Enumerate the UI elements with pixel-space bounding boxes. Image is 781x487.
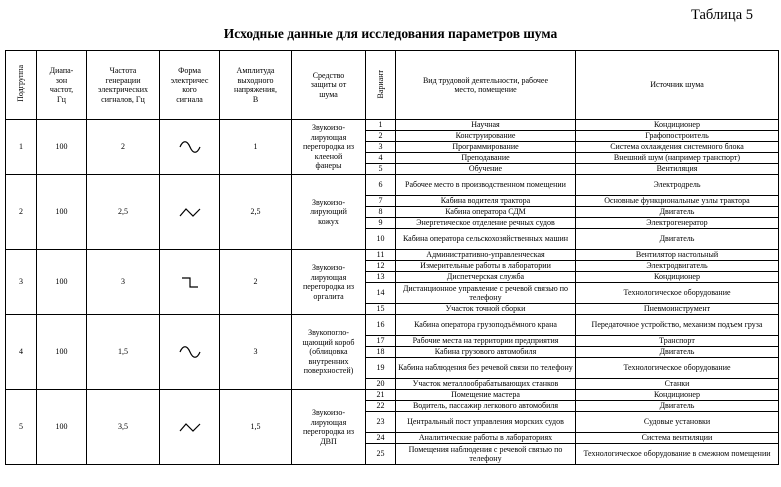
noise-source-cell: Система вентиляции <box>576 433 779 444</box>
subgroup-cell: 5 <box>6 390 37 465</box>
frequency-range-cell: 100 <box>37 175 87 250</box>
noise-source-cell: Электрогенератор <box>576 218 779 229</box>
header-activity: Вид трудовой деятельности, рабочее место, помещение <box>396 51 576 120</box>
variant-cell: 8 <box>366 207 396 218</box>
activity-cell: Программирование <box>396 142 576 153</box>
noise-source-cell: Пневмоинструмент <box>576 304 779 315</box>
activity-cell: Дистанционное управление с речевой связью по телефону <box>396 283 576 304</box>
signal-shape-cell <box>160 315 220 390</box>
protection-cell: Звукоизо- лирующая перегородка из ДВП <box>292 390 366 465</box>
protection-cell: Звукопогло- щающий короб (облицовка внутренних поверхностей) <box>292 315 366 390</box>
table-number-label: Таблица 5 <box>690 7 753 23</box>
header-generation-frequency: Частота генерации электрических сигналов, Гц <box>87 51 160 120</box>
signal-shape-cell <box>160 120 220 175</box>
activity-cell: Рабочее место в производственном помещении <box>396 175 576 196</box>
variant-cell: 20 <box>366 379 396 390</box>
noise-source-cell: Графопостроитель <box>576 131 779 142</box>
activity-cell: Участок точной сборки <box>396 304 576 315</box>
noise-source-cell: Двигатель <box>576 347 779 358</box>
sine-wave-icon <box>179 140 201 154</box>
variant-cell: 1 <box>366 120 396 131</box>
noise-source-cell: Внешний шум (например транспорт) <box>576 153 779 164</box>
subgroup-cell: 4 <box>6 315 37 390</box>
activity-cell: Кабина оператора сельскохозяйственных машин <box>396 229 576 250</box>
noise-parameters-table <box>5 50 779 465</box>
header-amplitude: Амплитуда выходного напряжения, В <box>220 51 292 120</box>
noise-source-cell: Двигатель <box>576 401 779 412</box>
subgroup-cell: 3 <box>6 250 37 315</box>
variant-cell: 2 <box>366 131 396 142</box>
noise-source-cell: Технологическое оборудование <box>576 358 779 379</box>
variant-cell: 11 <box>366 250 396 261</box>
header-variant: Вариант <box>366 51 396 120</box>
variant-cell: 15 <box>366 304 396 315</box>
activity-cell: Кабина грузового автомобиля <box>396 347 576 358</box>
noise-source-cell: Кондиционер <box>576 272 779 283</box>
subgroup-cell: 1 <box>6 120 37 175</box>
activity-cell: Центральный пост управления морских судов <box>396 412 576 433</box>
noise-source-cell: Судовые установки <box>576 412 779 433</box>
activity-cell: Помещение мастера <box>396 390 576 401</box>
amplitude-cell: 2 <box>220 250 292 315</box>
signal-shape-cell <box>160 390 220 465</box>
variant-cell: 19 <box>366 358 396 379</box>
variant-cell: 25 <box>366 444 396 465</box>
activity-cell: Кабина наблюдения без речевой связи по телефону <box>396 358 576 379</box>
noise-source-cell: Электродвигатель <box>576 261 779 272</box>
activity-cell: Измерительные работы в лаборатории <box>396 261 576 272</box>
variant-cell: 22 <box>366 401 396 412</box>
noise-source-cell: Электродрель <box>576 175 779 196</box>
variant-cell: 7 <box>366 196 396 207</box>
header-row <box>6 51 779 120</box>
variant-cell: 6 <box>366 175 396 196</box>
variant-cell: 5 <box>366 164 396 175</box>
activity-cell: Энергетическое отделение речных судов <box>396 218 576 229</box>
protection-cell: Звукоизо- лирующая перегородка из клееной фанеры <box>292 120 366 175</box>
variant-cell: 4 <box>366 153 396 164</box>
variant-cell: 21 <box>366 390 396 401</box>
activity-cell: Административно-управленческая <box>396 250 576 261</box>
square-wave-icon <box>179 275 201 289</box>
protection-cell: Звукоизо- лирующая перегородка из оргалита <box>292 250 366 315</box>
table-row <box>6 390 779 401</box>
activity-cell: Преподавание <box>396 153 576 164</box>
subgroup-cell: 2 <box>6 175 37 250</box>
variant-cell: 24 <box>366 433 396 444</box>
frequency-range-cell: 100 <box>37 250 87 315</box>
table-row <box>6 315 779 336</box>
variant-cell: 18 <box>366 347 396 358</box>
header-frequency-range: Диапа- зон частот, Гц <box>37 51 87 120</box>
header-signal-shape: Форма электричес кого сигнала <box>160 51 220 120</box>
noise-source-cell: Вентиляция <box>576 164 779 175</box>
generation-frequency-cell: 3 <box>87 250 160 315</box>
noise-source-cell: Кондиционер <box>576 390 779 401</box>
activity-cell: Рабочие места на территории предприятия <box>396 336 576 347</box>
signal-shape-cell <box>160 175 220 250</box>
header-subgroup: Подгруппа <box>6 51 37 120</box>
triangle-wave-icon <box>179 420 201 434</box>
activity-cell: Водитель, пассажир легкового автомобиля <box>396 401 576 412</box>
variant-cell: 14 <box>366 283 396 304</box>
generation-frequency-cell: 1,5 <box>87 315 160 390</box>
variant-cell: 16 <box>366 315 396 336</box>
frequency-range-cell: 100 <box>37 315 87 390</box>
amplitude-cell: 1,5 <box>220 390 292 465</box>
noise-source-cell: Технологическое оборудование в смежном помещении <box>576 444 779 465</box>
signal-shape-cell <box>160 250 220 315</box>
noise-source-cell: Система охлаждения системного блока <box>576 142 779 153</box>
generation-frequency-cell: 3,5 <box>87 390 160 465</box>
variant-cell: 12 <box>366 261 396 272</box>
table-row <box>6 120 779 131</box>
frequency-range-cell: 100 <box>37 390 87 465</box>
table-row <box>6 175 779 196</box>
amplitude-cell: 1 <box>220 120 292 175</box>
sine-wave-icon <box>179 345 201 359</box>
variant-cell: 10 <box>366 229 396 250</box>
activity-cell: Обучение <box>396 164 576 175</box>
amplitude-cell: 3 <box>220 315 292 390</box>
activity-cell: Помещения наблюдения с речевой связью по телефону <box>396 444 576 465</box>
header-protection: Средство защиты от шума <box>292 51 366 120</box>
noise-source-cell: Вентилятор настольный <box>576 250 779 261</box>
noise-source-cell: Передаточное устройство, механизм подъем груза <box>576 315 779 336</box>
activity-cell: Научная <box>396 120 576 131</box>
generation-frequency-cell: 2,5 <box>87 175 160 250</box>
variant-cell: 3 <box>366 142 396 153</box>
variant-cell: 23 <box>366 412 396 433</box>
variant-cell: 9 <box>366 218 396 229</box>
generation-frequency-cell: 2 <box>87 120 160 175</box>
header-noise-source: Источник шума <box>576 51 779 120</box>
variant-cell: 13 <box>366 272 396 283</box>
noise-source-cell: Двигатель <box>576 207 779 218</box>
amplitude-cell: 2,5 <box>220 175 292 250</box>
triangle-wave-icon <box>179 205 201 219</box>
activity-cell: Конструирование <box>396 131 576 142</box>
noise-source-cell: Транспорт <box>576 336 779 347</box>
variant-cell: 17 <box>366 336 396 347</box>
activity-cell: Участок металлообрабатывающих станков <box>396 379 576 390</box>
noise-source-cell: Основные функциональные узлы трактора <box>576 196 779 207</box>
protection-cell: Звукоизо- лирующий кожух <box>292 175 366 250</box>
activity-cell: Кабина оператора грузоподъёмного крана <box>396 315 576 336</box>
noise-source-cell: Станки <box>576 379 779 390</box>
table-title: Исходные данные для исследования параметров шума <box>223 26 558 41</box>
table-row <box>6 250 779 261</box>
activity-cell: Кабина водителя трактора <box>396 196 576 207</box>
noise-source-cell: Кондиционер <box>576 120 779 131</box>
frequency-range-cell: 100 <box>37 120 87 175</box>
noise-source-cell: Технологическое оборудование <box>576 283 779 304</box>
activity-cell: Диспетчерская служба <box>396 272 576 283</box>
noise-source-cell: Двигатель <box>576 229 779 250</box>
activity-cell: Кабина оператора СДМ <box>396 207 576 218</box>
activity-cell: Аналитические работы в лабораториях <box>396 433 576 444</box>
